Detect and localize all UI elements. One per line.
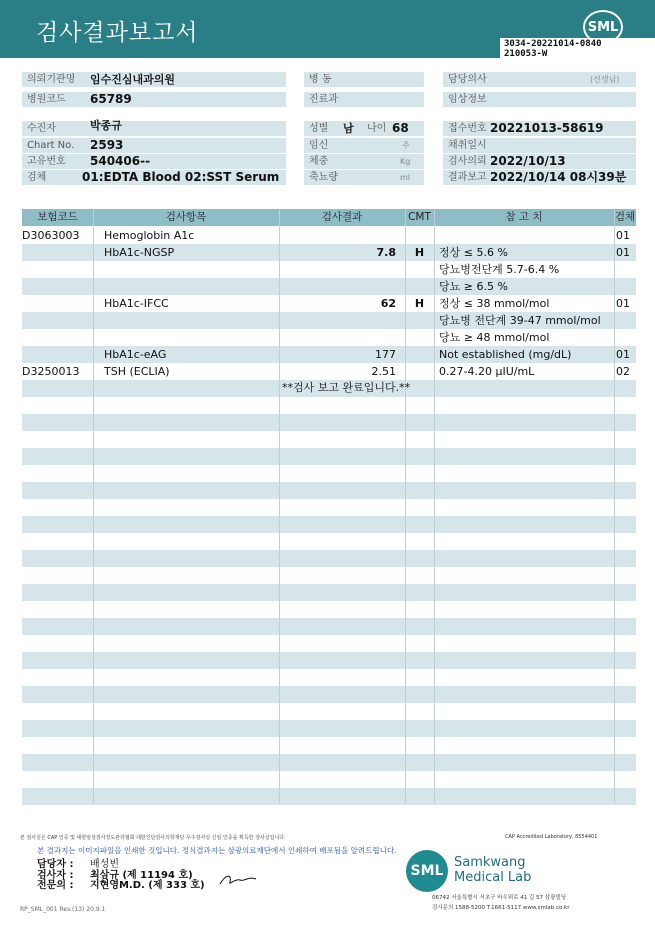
request-value: 2022/10/13 [490,154,566,168]
row-item: HbA1c-eAG [104,348,167,361]
row-cmt [405,329,434,346]
age-label: 나이 [367,123,387,134]
row-band [22,414,636,431]
col-code: 보험코드 [37,211,78,223]
receipt-value: 20221013-58619 [490,121,604,135]
report-value: 2022/10/14 08시39분 [490,170,627,184]
staff-role-1: 담당자 : [37,859,74,870]
report-complete-note: **검사 보고 완료입니다.** [282,381,411,394]
row-cmt [405,346,434,363]
sml-logo-icon: SML [583,10,623,44]
row-reference: 당뇨병전단계 5.7-6.4 % [439,263,560,276]
row-cmt [405,312,434,329]
row-band [22,652,636,669]
row-item [104,261,274,278]
doctor-placeholder: (선생님) [590,75,620,84]
row-result [282,261,396,278]
row-band [22,516,636,533]
row-specimen: 01 [616,229,630,242]
row-specimen: 01 [616,348,630,361]
chart-value: 2593 [90,138,124,152]
patient-label: 수진자 [22,121,286,136]
row-cmt [405,278,434,295]
row-reference: 당뇨병 전단계 39-47 mmol/mol [439,314,601,327]
staff-name-2: 최삼규 (제 11194 호) [90,870,193,881]
row-specimen [616,312,636,329]
row-band [22,448,636,465]
row-item: TSH (ECLIA) [104,365,170,378]
id-label: 고유번호 [22,154,286,169]
urine-unit: ml [400,173,411,182]
specimen-label: 검체 [22,170,286,185]
row-item [104,312,274,329]
urine-label: 축뇨량 [304,170,424,185]
row-code [22,346,93,363]
row-item: HbA1c-NGSP [104,246,175,259]
row-reference: 당뇨 ≥ 6.5 % [439,280,508,293]
cap-text: CAP Accredited Laboratory, 8554401 [505,834,598,840]
row-specimen [616,261,636,278]
pregnancy-label: 임신 [304,138,424,153]
report-title: 검사결과보고서 [36,20,199,46]
row-item [104,278,274,295]
row-band [22,720,636,737]
sex-label: 성별 [304,121,424,136]
row-item: HbA1c-IFCC [104,297,169,310]
row-specimen: 01 [616,246,630,259]
weight-label: 체중 [304,154,424,169]
row-result: 2.51 [371,365,396,378]
row-result [282,227,396,244]
row-code [22,295,93,312]
row-item: Hemoglobin A1c [104,229,195,242]
row-cmt [405,227,434,244]
contact-text: 검사문의 1588-5200 T.1661-5117 www.smlab.co.kr [432,905,570,911]
row-code [22,278,93,295]
address-text: 06742 서울특별시 서초구 바우뫼로 41 길 57 삼광빌딩 [432,895,567,901]
doctor-label: 담당의사 [443,72,636,87]
row-band [22,482,636,499]
pregnancy-unit: 주 [402,141,410,150]
age-value: 68 [392,121,409,135]
hospital-code-value: 65789 [90,92,132,106]
receipt-label: 접수번호 [443,121,636,136]
row-reference: 당뇨 ≥ 48 mmol/mol [439,331,550,344]
row-band [22,754,636,771]
row-reference: Not established (mg/dL) [439,348,572,361]
report-label: 결과보고 [443,170,636,185]
col-item: 검사항목 [165,211,207,223]
form-code: RP_SML_001 Rev.(13) 20.9.1 [20,906,106,913]
specimen-value: 01:EDTA Blood 02:SST Serum [82,170,280,184]
brand-line-1: Samkwang [454,855,526,870]
row-reference [439,227,613,244]
row-specimen [616,278,636,295]
row-band [22,788,636,805]
row-specimen [616,329,636,346]
row-reference: 정상 ≤ 5.6 % [439,246,508,259]
barcode-line-2: 210053-W [504,49,548,59]
row-cmt: H [414,246,425,259]
staff-name-1: 배성빈 [90,859,119,870]
dept-label: 진료과 [304,92,424,107]
row-code [22,244,93,261]
row-band [22,618,636,635]
id-value: 540406-- [90,154,151,168]
brand-name [454,855,531,885]
sex-value: 남 [343,122,354,135]
row-code [22,312,93,329]
ward-label: 병 동 [304,72,424,87]
row-item [104,329,274,346]
print-notice: 본 결과지는 이미지파일을 인쇄한 것입니다. 정식결과지는 삼광의료재단에서 인쇄하여 배포됨을 알려드립니다. [37,846,397,855]
row-result: 7.8 [376,246,396,259]
col-cmt: CMT [408,211,431,223]
collection-label: 채취일시 [443,138,636,153]
institution-value: 임수진심내과의원 [90,73,176,86]
weight-unit: Kg [400,157,411,166]
cert-text: 본 검사실은 CAP 인증 및 대한임상검사정도관리협회 대한진단검사의학재단 우수검사실 신임 인증을 획득한 검사실입니다. [20,835,286,841]
staff-name-3: 지현영M.D. (제 333 호) [90,880,205,891]
barcode-number [500,38,655,59]
request-label: 검사의뢰 [443,154,636,169]
institution-label: 의뢰기관명 [22,72,86,87]
barcode-line-1: 3034-20221014-0840 [504,39,602,49]
row-band [22,550,636,567]
row-cmt [405,363,434,380]
row-result [282,329,396,346]
col-result: 검사결과 [321,211,363,223]
row-result: 177 [375,348,396,361]
row-reference: 0.27-4.20 μIU/mL [439,365,535,378]
row-band [22,686,636,703]
row-code: D3063003 [22,229,80,242]
row-reference: 정상 ≤ 38 mmol/mol [439,297,550,310]
col-reference: 참 고 치 [505,211,543,223]
sml-footer-logo-icon: SML [406,850,448,892]
row-result: 62 [380,297,396,310]
row-specimen: 02 [616,365,630,378]
staff-role-3: 전문의 : [37,880,74,891]
col-specimen: 검체 [614,211,636,223]
results-table-header [22,209,636,226]
row-result [282,278,396,295]
hospital-code-label: 병원코드 [22,92,286,107]
clinical-info-label: 임상정보 [443,92,636,107]
row-specimen: 01 [616,297,630,310]
row-result [282,312,396,329]
patient-value: 박종규 [90,119,122,132]
signature-icon [218,870,258,888]
row-code: D3250013 [22,365,80,378]
chart-label: Chart No. [22,138,286,153]
row-code [22,261,93,278]
row-code [22,329,93,346]
row-cmt: H [414,297,425,310]
row-cmt [405,261,434,278]
brand-line-2: Medical Lab [454,870,532,885]
staff-role-2: 검사자 : [37,870,74,881]
row-band [22,584,636,601]
